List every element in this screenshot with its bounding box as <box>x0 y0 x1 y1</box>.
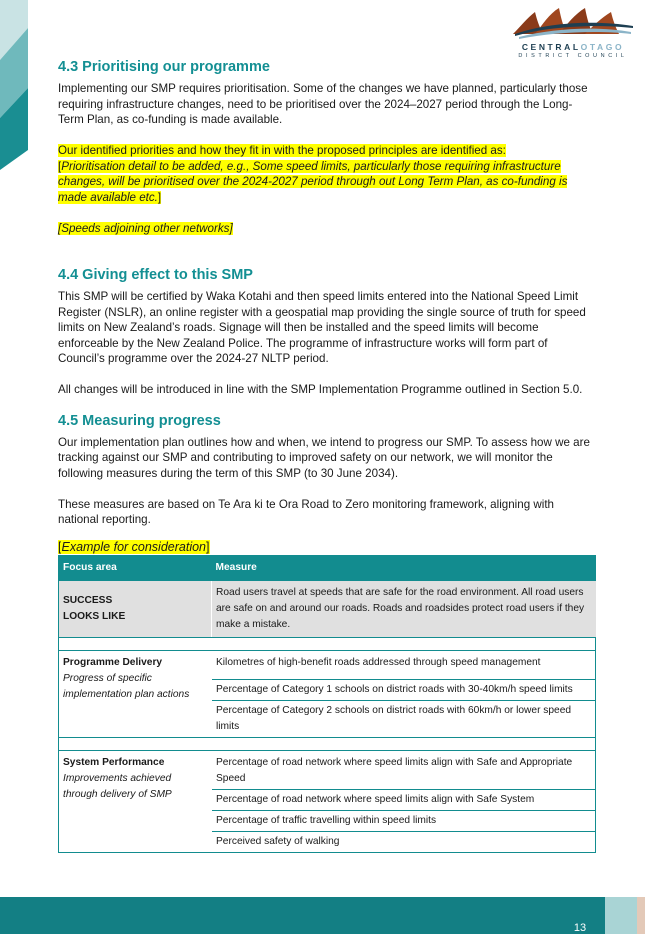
system-performance-title: System Performance <box>63 756 165 768</box>
table-header-row <box>59 555 596 581</box>
left-decorative-stripes <box>0 0 28 170</box>
logo-title: CENTRALOTAGO <box>521 42 625 52</box>
programme-delivery-title: Programme Delivery <box>63 656 163 668</box>
priorities-intro: Our identified priorities and how they fit in with the proposed principles are identified as: <box>58 144 506 157</box>
measure-item: Percentage of traffic travelling within speed limits <box>212 810 597 831</box>
measure-item: Percentage of Category 2 schools on district roads with 60km/h or lower speed limits <box>212 700 597 737</box>
footer-edge <box>637 897 645 934</box>
section-4-4-heading: 4.4 Giving effect to this SMP <box>58 267 253 283</box>
header-focus-area: Focus area <box>59 555 212 581</box>
priorities-highlight-block <box>58 143 596 205</box>
page-content <box>58 58 596 853</box>
table-row-programme <box>59 650 596 679</box>
measure-item: Percentage of road network where speed limits align with Safe System <box>212 789 597 810</box>
system-performance-cell <box>59 750 212 852</box>
section-4-3-heading: 4.3 Prioritising our programme <box>58 59 270 75</box>
section-4-5-paragraph-1: Our implementation plan outlines how and when, we intend to progress our SMP. To assess how we are tracking against our SMP and contributing to improved safety on our network, we will monitor the following measures during the term of this SMP (to 30 June 2034). <box>58 435 590 480</box>
measure-item: Percentage of Category 1 schools on district roads with 30-40km/h speed limits <box>212 679 597 700</box>
section-4-5-paragraph-2: These measures are based on Te Ara ki te Ora Road to Zero monitoring framework, aligning with national reporting. <box>58 497 554 526</box>
page-number: 13 <box>573 922 587 934</box>
success-measure: Road users travel at speeds that are safe for the road environment. All road users are safe on and around our roads. Roads and roadsides protect road users if they make a mistake. <box>212 581 597 638</box>
table-row-success <box>59 581 596 638</box>
prioritisation-placeholder: Prioritisation detail to be added, e.g., Some speed limits, particularly those requiring infrastructure changes, will be prioritised over the 2024-2027 period through out Long Term Plan, as co-funding is made available etc. <box>58 159 568 204</box>
footer-bar <box>0 897 605 934</box>
header-measure: Measure <box>212 555 597 581</box>
measure-item: Perceived safety of walking <box>212 831 597 852</box>
logo-subtitle: DISTRICT COUNCIL <box>518 53 628 59</box>
system-performance-subtitle: Improvements achieved through delivery of SMP <box>63 772 172 800</box>
section-4-5-heading: 4.5 Measuring progress <box>58 412 221 429</box>
section-4-4-paragraph-1: This SMP will be certified by Waka Kotahi and then speed limits entered into the National Speed Limit Register (NSLR), an online register with a geospatial map providing the single source of truth for speed limits on New Zealand’s roads. Signage will then be installed and the speed limits will become enforceable by the New Zealand Police. The programme of infrastructure works will form part of Council’s programme over the 2024-27 NLTP period. <box>58 290 586 365</box>
section-4-4-paragraph-2: All changes will be introduced in line with the SMP Implementation Programme outlined in Section 5.0. <box>58 383 583 396</box>
table-row-system <box>59 750 596 789</box>
bracket-close: ] <box>157 190 162 204</box>
measure-item: Kilometres of high-benefit roads addressed through speed management <box>212 650 597 679</box>
section-4-3-paragraph: Implementing our SMP requires prioritisation. Some of the changes we have planned, particularly those requiring infrastructure changes, need to be prioritised over the 2024–2027 period through the Long-Term Plan, as co-funding is made available. <box>58 82 588 126</box>
programme-delivery-cell <box>59 650 212 737</box>
success-label: SUCCESS LOOKS LIKE <box>59 581 212 638</box>
central-otago-logo <box>509 4 637 62</box>
example-label: [Example for consideration] <box>58 539 210 554</box>
footer-accent <box>605 897 637 934</box>
measures-table <box>58 555 596 853</box>
speeds-adjoining-note: [Speeds adjoining other networks] <box>58 221 233 235</box>
programme-delivery-subtitle: Progress of specific implementation plan actions <box>63 672 190 700</box>
measure-item: Percentage of road network where speed limits align with Safe and Appropriate Speed <box>212 750 597 789</box>
bracket-open: [ <box>58 159 62 173</box>
mountains-logo-icon <box>509 4 637 40</box>
